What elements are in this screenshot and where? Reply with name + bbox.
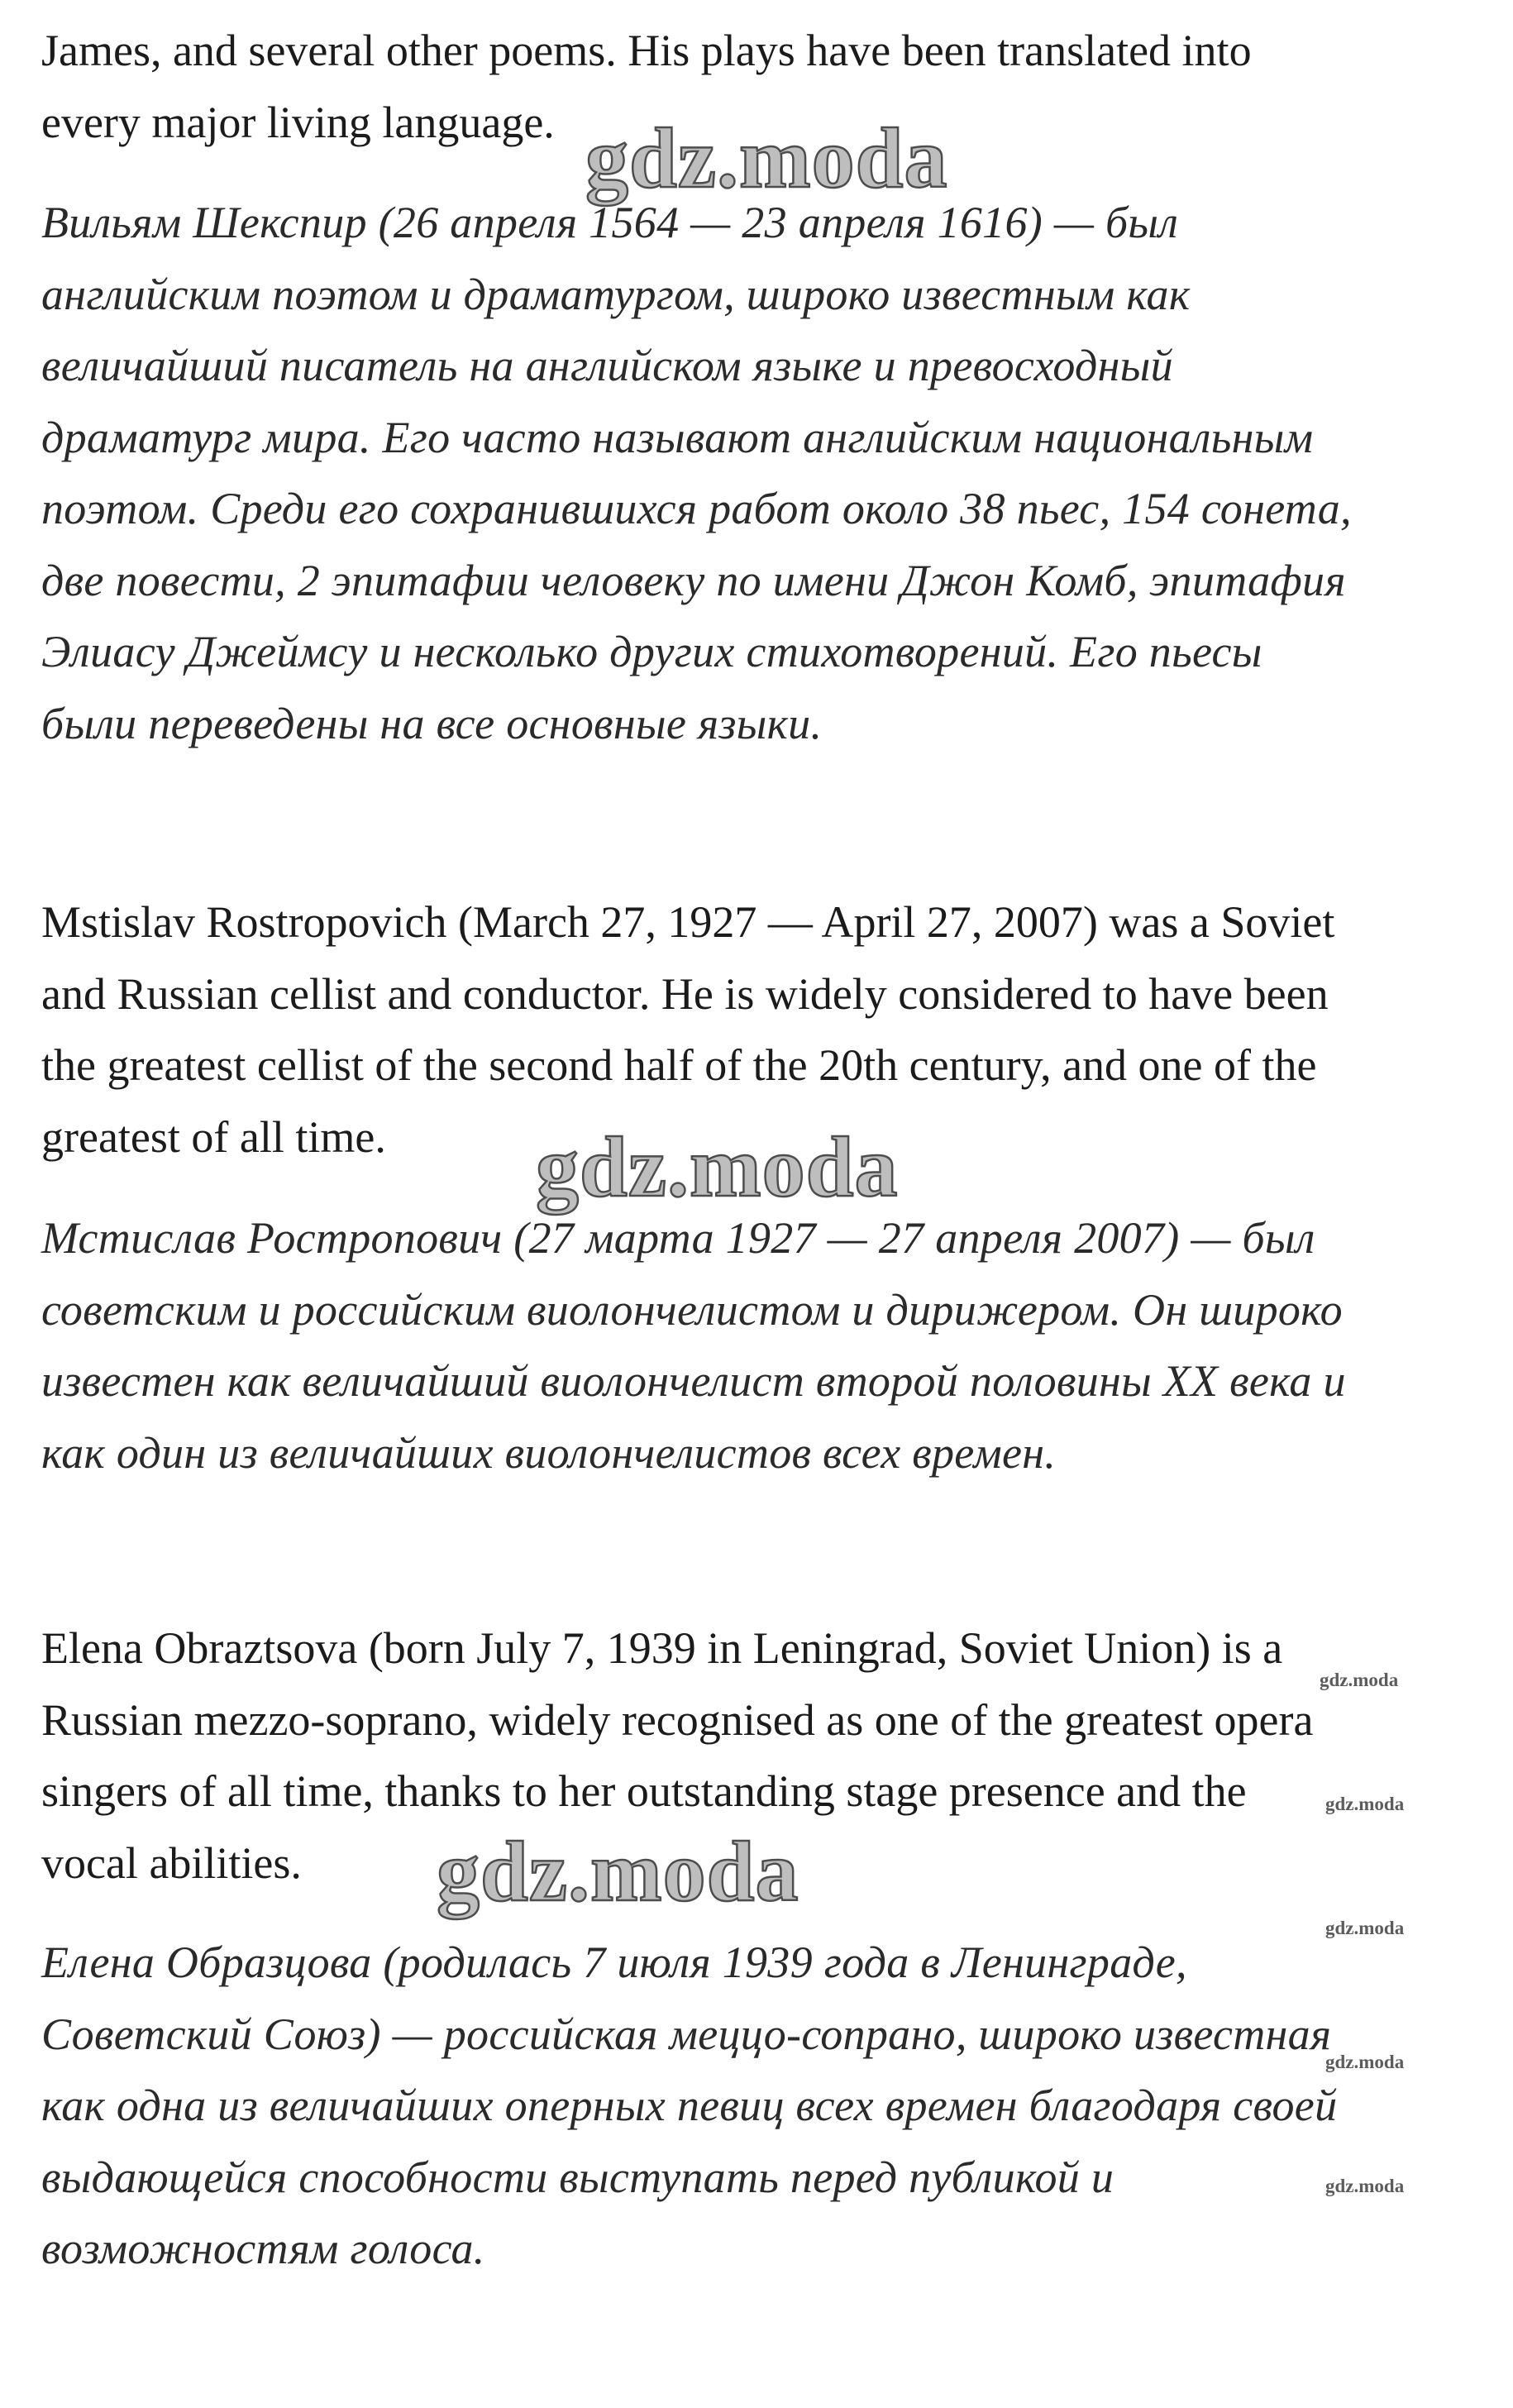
text-line: Elena Obraztsova (born July 7, 1939 in Leningrad, Soviet Union) is a	[41, 1623, 1283, 1673]
text-line: известен как величайший виолончелист второй половины XX века и	[41, 1356, 1346, 1406]
watermark-large: gdz.moda	[437, 1824, 799, 1919]
rostropovich-russian-paragraph	[41, 1202, 1447, 1488]
watermark-large: gdz.moda	[536, 1120, 899, 1215]
shakespeare-russian-paragraph	[41, 187, 1447, 759]
text-line: английским поэтом и драматургом, широко известным как	[41, 269, 1191, 319]
watermark-large: gdz.moda	[585, 111, 948, 206]
text-line: Russian mezzo-soprano, widely recognised as one of the greatest opera	[41, 1694, 1314, 1745]
text-line: поэтом. Среди его сохранившихся работ около 38 пьес, 154 сонета,	[41, 484, 1352, 533]
watermark-small: gdz.moda	[1325, 2052, 1405, 2072]
text-line: every major living language.	[41, 97, 555, 147]
text-line: Вильям Шекспир (26 апреля 1564 — 23 апреля 1616) — был	[41, 198, 1179, 247]
text-line: были переведены на все основные языки.	[41, 698, 823, 748]
watermark-small: gdz.moda	[1320, 1670, 1399, 1690]
text-line: greatest of all time.	[41, 1111, 386, 1162]
watermark-small: gdz.moda	[1325, 1794, 1405, 1814]
text-line: and Russian cellist and conductor. He is widely considered to have been	[41, 968, 1329, 1019]
text-line: the greatest cellist of the second half of the 20th century, and one of the	[41, 1040, 1317, 1090]
text-line: singers of all time, thanks to her outstanding stage presence and the	[41, 1766, 1247, 1816]
text-line: James, and several other poems. His plays have been translated into	[41, 26, 1252, 75]
text-line: Советский Союз) — российская меццо-сопрано, широко известная	[41, 2009, 1332, 2059]
text-line: как один из величайших виолончелистов всех времен.	[41, 1427, 1057, 1478]
obraztsova-russian-paragraph	[41, 1927, 1447, 2285]
text-line: возможностям голоса.	[41, 2224, 485, 2273]
text-line: советским и российским виолончелистом и дирижером. Он широко	[41, 1284, 1343, 1335]
watermark-small: gdz.moda	[1325, 2176, 1405, 2196]
text-line: Мстислав Ростропович (27 марта 1927 — 27 апреля 2007) — был	[41, 1213, 1315, 1263]
text-line: Элиасу Джеймсу и несколько других стихотворений. Его пьесы	[41, 627, 1262, 676]
text-line: Mstislav Rostropovich (March 27, 1927 — April 27, 2007) was a Soviet	[41, 897, 1335, 947]
text-line: величайший писатель на английском языке и превосходный	[41, 341, 1173, 390]
watermark-small: gdz.moda	[1325, 1918, 1405, 1938]
text-line: две повести, 2 эпитафии человеку по имени Джон Комб, эпитафия	[41, 555, 1346, 605]
text-line: драматург мира. Его часто называют английским национальным	[41, 412, 1314, 462]
text-line: vocal abilities.	[41, 1837, 302, 1888]
text-line: Елена Образцова (родилась 7 июля 1939 года в Ленинграде,	[41, 1937, 1187, 1987]
text-line: выдающейся способности выступать перед публикой и	[41, 2152, 1114, 2202]
text-line: как одна из величайших оперных певиц всех времен благодаря своей	[41, 2081, 1338, 2130]
